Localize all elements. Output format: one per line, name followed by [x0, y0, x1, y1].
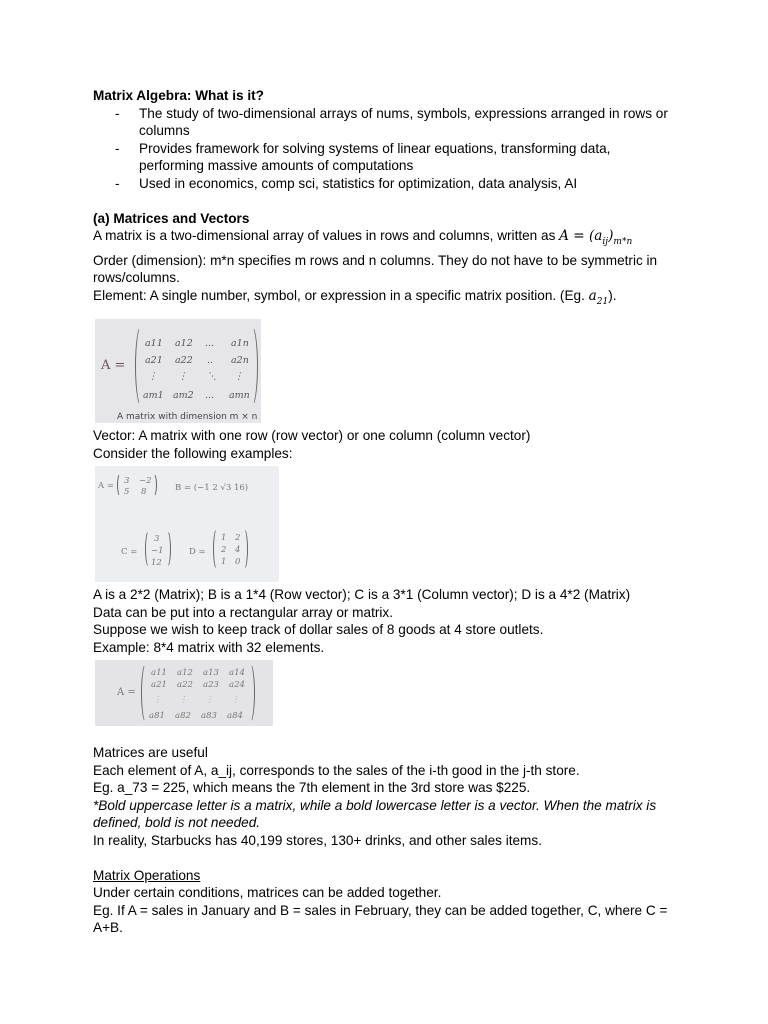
- list-item: - Provides framework for solving systems of linear equations, transforming data, performing massive amounts of computations: [93, 140, 678, 175]
- operations-line-1: Under certain conditions, matrices can be added together.: [93, 885, 442, 900]
- section-title-matrix-operations: Matrix Operations: [93, 867, 201, 883]
- element-definition: Element: A single number, symbol, or expression in a specific matrix position. (Eg. $a_{21}$).: [93, 287, 617, 307]
- consider-examples: Consider the following examples:: [93, 445, 293, 461]
- list-item: - The study of two-dimensional arrays of nums, symbols, expressions arranged in rows or columns: [93, 105, 678, 140]
- general-matrix-figure: A = a11 a12 ... a1n a21 a22 .. a2n ⋮ ⋮ ⋱ ⋮ am1 am2 ... amn A matrix with dimension m × n: [95, 319, 261, 423]
- data-statement: Data can be put into a rectangular array or matrix.: [93, 604, 393, 620]
- section-title-matrices-vectors: (a) Matrices and Vectors: [93, 210, 250, 226]
- useful-title: Matrices are useful: [93, 745, 208, 760]
- useful-line-1: Each element of A, a_ij, corresponds to the sales of the i-th good in the j-th store.: [93, 762, 580, 778]
- matrix-definition: A matrix is a two-dimensional array of values in rows and columns, written as $A = (a_{ij})_{m*n}$: [93, 228, 633, 247]
- examples-summary: A is a 2*2 (Matrix); B is a 1*4 (Row vector); C is a 3*1 (Column vector); D is a 4*2 (Matrix): [93, 587, 631, 602]
- document-body: [93, 87, 678, 937]
- matrix-formula: $A = (a_{ij})_{m*n}$: [559, 228, 633, 247]
- section-title-matrix-algebra: Matrix Algebra: What is it?: [93, 88, 264, 103]
- order-definition: Order (dimension): m*n specifies m rows and n columns. They do not have to be symmetric in rows/columns.: [93, 252, 658, 285]
- example-matrices-figure: A = 3 −2 5 8 B = (−1 2 √3 16) C = 3 −1 12 D = 1 2 2 4 1 0: [95, 466, 279, 582]
- operations-line-2: Eg. If A = sales in January and B = sales in February, they can be added together, C, where C = A+B.: [93, 902, 668, 935]
- list-item: - Used in economics, comp sci, statistics for optimization, data analysis, AI: [93, 175, 678, 193]
- figure-caption: A matrix with dimension m × n: [117, 412, 258, 422]
- intro-bullet-list: [93, 105, 678, 193]
- bold-notation-note: *Bold uppercase letter is a matrix, while a bold lowercase letter is a vector. When the matrix is defined, bold is not needed.: [93, 797, 657, 830]
- useful-line-2: Eg. a_73 = 225, which means the 7th element in the 3rd store was $225.: [93, 780, 531, 795]
- useful-line-3: In reality, Starbucks has 40,199 stores, 130+ drinks, and other sales items.: [93, 832, 542, 848]
- sales-matrix-figure: A = a11 a12 a13 a14 a21 a22 a23 a24 ⋮ ⋮ ⋮ ⋮ a81 a82 a83 a84: [95, 660, 273, 726]
- matrix-label: A =: [101, 358, 126, 373]
- suppose-statement: Suppose we wish to keep track of dollar sales of 8 goods at 4 store outlets.: [93, 622, 544, 637]
- example-statement: Example: 8*4 matrix with 32 elements.: [93, 639, 325, 655]
- vector-definition: Vector: A matrix with one row (row vector) or one column (column vector): [93, 428, 531, 443]
